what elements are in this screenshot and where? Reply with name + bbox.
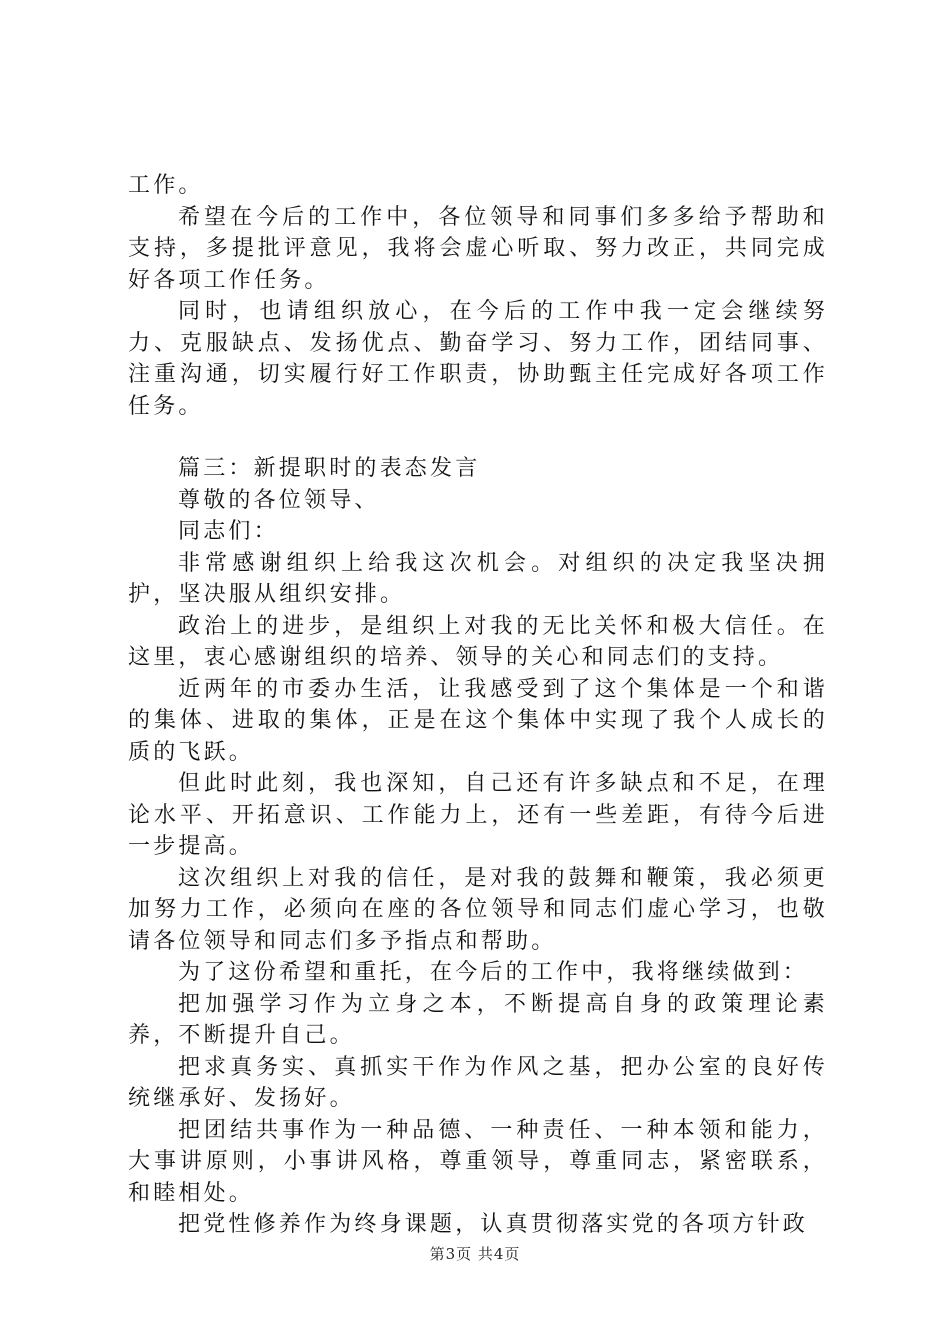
paragraph: 同时，也请组织放心，在今后的工作中我一定会继续努力、克服缺点、发扬优点、勤奋学习、努力工作，团结同事、注重沟通，切实履行好工作职责，协助甄主任完成好各项工作任务。	[128, 299, 828, 419]
paragraph: 把求真务实、真抓实干作为作风之基，把办公室的良好传统继承好、发扬好。	[128, 1054, 828, 1111]
paragraph: 非常感谢组织上给我这次机会。对组织的决定我坚决拥护，坚决服从组织安排。	[128, 550, 828, 607]
paragraph: 近两年的市委办生活，让我感受到了这个集体是一个和谐的集体、进取的集体，正是在这个集体中实现了我个人成长的质的飞跃。	[128, 676, 828, 765]
paragraph: 把团结共事作为一种品德、一种责任、一种本领和能力，大事讲原则，小事讲风格，尊重领导，尊重同志，紧密联系，和睦相处。	[128, 1117, 828, 1206]
salutation-line: 尊敬的各位领导、	[178, 487, 380, 513]
paragraph: 希望在今后的工作中，各位领导和同事们多多给予帮助和支持，多提批评意见，我将会虚心听取、努力改正，共同完成好各项工作任务。	[128, 204, 828, 293]
paragraph: 这次组织上对我的信任，是对我的鼓舞和鞭策，我必须更加努力工作，必须向在座的各位领导和同志们虚心学习，也敬请各位领导和同志们多予指点和帮助。	[128, 865, 828, 954]
paragraph-continuation: 工作。	[128, 173, 204, 198]
section-title: 篇三：新提职时的表态发言	[178, 456, 481, 481]
paragraph: 为了这份希望和重托，在今后的工作中，我将继续做到：	[178, 960, 809, 985]
paragraph: 但此时此刻，我也深知，自己还有许多缺点和不足，在理论水平、开拓意识、工作能力上，还有一些差距，有待今后进一步提高。	[128, 771, 828, 859]
salutation-line: 同志们：	[178, 519, 279, 544]
paragraph: 把加强学习作为立身之本，不断提高自身的政策理论素养，不断提升自己。	[128, 991, 828, 1048]
document-body	[128, 170, 828, 1241]
paragraph-gap	[128, 422, 828, 453]
paragraph: 政治上的进步，是组织上对我的无比关怀和极大信任。在这里，衷心感谢组织的培养、领导的关心和同志们的支持。	[128, 613, 828, 670]
page-footer: 第3页 共4页	[429, 1245, 521, 1263]
paragraph: 把党性修养作为终身课题，认真贯彻落实党的各项方针政	[178, 1212, 809, 1237]
